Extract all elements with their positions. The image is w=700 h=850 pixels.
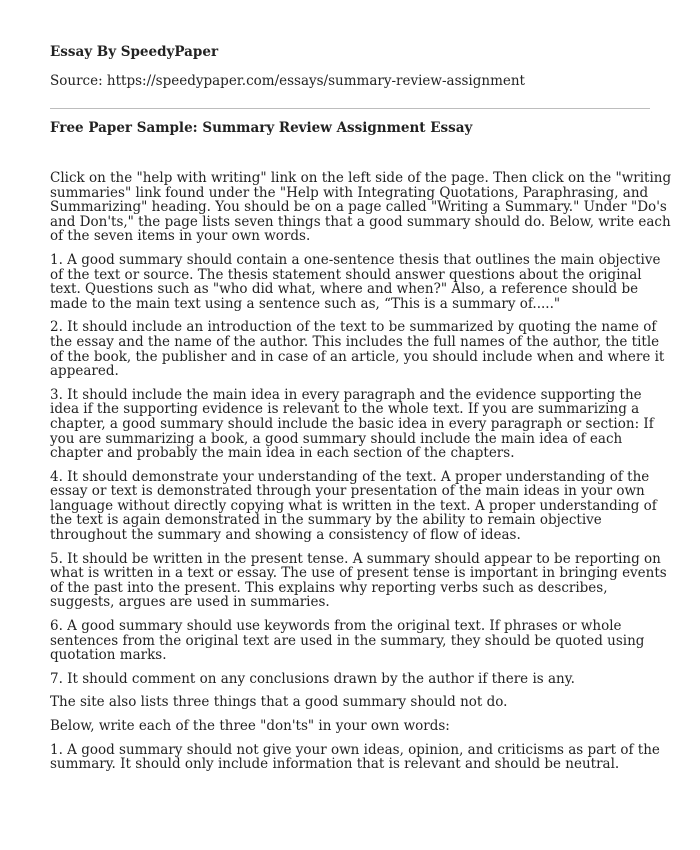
- essay-source-line: Source: https://speedypaper.com/essays/summary-review-assignment: [50, 73, 525, 89]
- document-title: Free Paper Sample: Summary Review Assignment Essay: [50, 120, 473, 136]
- paragraph-item-6: 6. A good summary should use keywords from the original text. If phrases or whole sentences from the original text are used in the summary, they should be quoted using quotation marks.: [50, 618, 645, 664]
- header-divider: [50, 108, 650, 109]
- paragraph-item-1: 1. A good summary should contain a one-sentence thesis that outlines the main objective of the text or source. The thesis statement should answer questions about the original text. Questions such as "who did what, where and when?" Also, a reference should be made to the main text using a sentence such as, “This is a summary of.....": [50, 251, 661, 312]
- paragraph-item-2: 2. It should include an introduction of the text to be summarized by quoting the name of the essay and the name of the author. This includes the full names of the author, the title of the book, the publisher and in case of an article, you should include when and where it appeared.: [50, 319, 665, 380]
- paragraph-item-5: 5. It should be written in the present tense. A summary should appear to be reporting on what is written in a text or essay. The use of present tense is important in bringing events of the past into the present. This explains why reporting verbs such as describes, suggests, argues are used in summaries.: [50, 550, 667, 611]
- paragraph-intro: Click on the "help with writing" link on the left side of the page. Then click on the "writing summaries" link found under the "Help with Integrating Quotations, Paraphrasing, and Summarizing" heading. You should be on a page called "Writing a Summary." Under "Do's and Don'ts," the page lists seven things that a good summary should do. Below, write each of the seven items in your own words.: [50, 170, 672, 245]
- paragraph-dont-1: 1. A good summary should not give your own ideas, opinion, and criticisms as part of the summary. It should only include information that is relevant and should be neutral.: [50, 741, 660, 773]
- paragraph-item-4: 4. It should demonstrate your understanding of the text. A proper understanding of the essay or text is demonstrated through your presentation of the main ideas in your own language without directly copying what is written in the text. A proper understanding of the text is again demonstrated in the summary by the ability to remain objective throughout the summary and showing a consistency of flow of ideas.: [50, 468, 657, 544]
- document-body: [50, 171, 674, 781]
- paragraph-item-7: 7. It should comment on any conclusions drawn by the author if there is any.: [50, 670, 575, 687]
- paragraph-donts-instruction: Below, write each of the three "don'ts" in your own words:: [50, 718, 450, 734]
- paragraph-item-3: 3. It should include the main idea in every paragraph and the evidence supporting the idea if the supporting evidence is relevant to the whole text. If you are summarizing a chapter, a good summary should include the basic idea in every paragraph or section: If you are summarizing a book, a good summary should include the main idea of each chapter and probably the main idea in each section of the chapters.: [50, 386, 654, 462]
- paragraph-donts-intro: The site also lists three things that a good summary should not do.: [50, 694, 508, 711]
- essay-header-title: Essay By SpeedyPaper: [50, 44, 219, 60]
